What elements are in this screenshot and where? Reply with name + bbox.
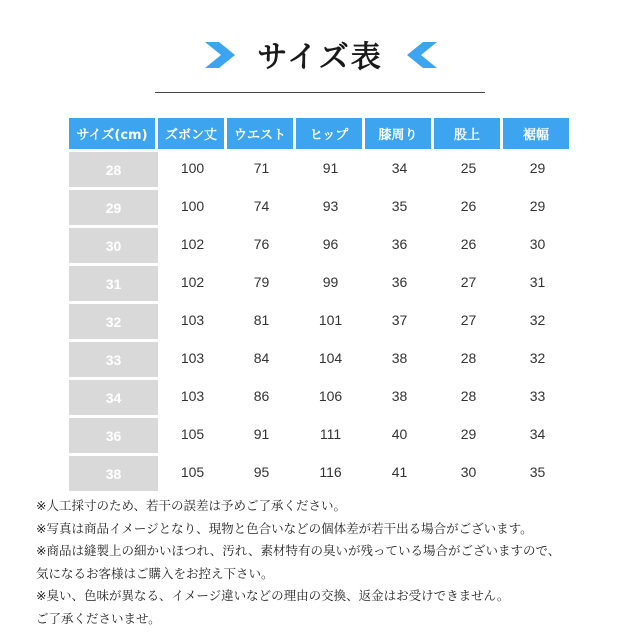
table-cell: 101 [318, 312, 343, 328]
table-cell: 32 [529, 350, 546, 366]
table-row [69, 149, 572, 187]
table-row [69, 301, 572, 339]
table-cell: 91 [253, 426, 270, 442]
size-cell: 28 [69, 149, 158, 187]
size-cell: 33 [69, 339, 158, 377]
note-line: ※臭い、色味が異なる、イメージ違いなどの理由の交換、返金はお受けできません。 [36, 588, 510, 603]
table-cell: 84 [253, 350, 270, 366]
header-size: サイズ(cm) [69, 118, 158, 149]
table-cell: 95 [253, 464, 270, 480]
table-cell: 74 [253, 198, 270, 214]
table-cell: 38 [391, 388, 408, 404]
table-row [69, 339, 572, 377]
table-row [69, 187, 572, 225]
table-row [69, 225, 572, 263]
header-hip: ヒップ [296, 118, 365, 149]
table-cell: 105 [180, 464, 205, 480]
table-row [69, 263, 572, 301]
table-cell: 25 [460, 160, 477, 176]
header-length: ズボン丈 [158, 118, 227, 149]
table-row [69, 377, 572, 415]
table-row [69, 415, 572, 453]
table-cell: 36 [391, 236, 408, 252]
title-divider [155, 92, 485, 93]
header-hem: 裾幅 [503, 118, 572, 149]
table-cell: 29 [529, 198, 546, 214]
table-cell: 27 [460, 274, 477, 290]
table-cell: 105 [180, 426, 205, 442]
size-cell: 38 [69, 453, 158, 491]
table-cell: 37 [391, 312, 408, 328]
table-cell: 38 [391, 350, 408, 366]
table-cell: 36 [391, 274, 408, 290]
chevron-left-icon [407, 42, 437, 68]
table-cell: 79 [253, 274, 270, 290]
table-cell: 100 [180, 160, 205, 176]
note-line: ※写真は商品イメージとなり、現物と色合いなどの個体差が若干出る場合がございます。 [36, 520, 533, 536]
table-cell: 28 [460, 388, 477, 404]
table-cell: 35 [529, 464, 546, 480]
note-line: ※商品は縫製上の細かいほつれ、汚れ、素材特有の臭いが残っている場合がございますので、 [36, 543, 561, 558]
title-section [0, 30, 640, 80]
table-cell: 91 [322, 160, 339, 176]
table-cell: 26 [460, 236, 477, 252]
size-cell: 32 [69, 301, 158, 339]
table-cell: 99 [322, 274, 339, 290]
table-cell: 103 [180, 312, 205, 328]
size-cell: 30 [69, 225, 158, 263]
table-cell: 27 [460, 312, 477, 328]
notes-section [36, 495, 626, 630]
size-cell: 29 [69, 187, 158, 225]
table-cell: 41 [391, 464, 408, 480]
table-cell: 35 [391, 198, 408, 214]
table-cell: 93 [322, 198, 339, 214]
table-cell: 33 [529, 388, 546, 404]
page-title: サイズ表 [257, 40, 383, 75]
table-cell: 40 [391, 426, 408, 442]
size-cell: 34 [69, 377, 158, 415]
table-cell: 96 [322, 236, 339, 252]
table-cell: 71 [253, 160, 270, 176]
table-cell: 103 [180, 350, 205, 366]
table-cell: 111 [319, 426, 342, 442]
table-cell: 30 [460, 464, 477, 480]
table-cell: 31 [529, 274, 546, 290]
table-cell: 26 [460, 198, 477, 214]
table-cell: 76 [253, 236, 270, 252]
header-rise: 股上 [434, 118, 503, 149]
size-table [69, 118, 572, 491]
size-cell: 36 [69, 415, 158, 453]
table-cell: 116 [319, 464, 342, 480]
table-cell: 34 [529, 426, 546, 442]
table-cell: 32 [529, 312, 546, 328]
table-cell: 104 [318, 350, 343, 366]
table-cell: 106 [318, 388, 343, 404]
note-line: 気になるお客様はご購入をお控え下さい。 [36, 565, 274, 581]
table-header-row [69, 118, 572, 149]
table-cell: 102 [180, 274, 205, 290]
table-cell: 29 [529, 160, 546, 176]
table-cell: 28 [460, 350, 477, 366]
header-waist: ウエスト [227, 118, 296, 149]
table-cell: 86 [253, 388, 270, 404]
size-cell: 31 [69, 263, 158, 301]
table-cell: 30 [529, 236, 546, 252]
table-cell: 102 [180, 236, 205, 252]
table-cell: 100 [180, 198, 205, 214]
header-knee: 膝周り [365, 118, 434, 149]
table-cell: 81 [253, 312, 270, 328]
table-row [69, 453, 572, 491]
table-cell: 34 [391, 160, 408, 176]
table-cell: 29 [460, 426, 477, 442]
note-line: ※人工採寸のため、若干の誤差は予めご了承ください。 [36, 498, 346, 513]
note-line: ご了承くださいませ。 [36, 610, 161, 626]
table-cell: 103 [180, 388, 205, 404]
